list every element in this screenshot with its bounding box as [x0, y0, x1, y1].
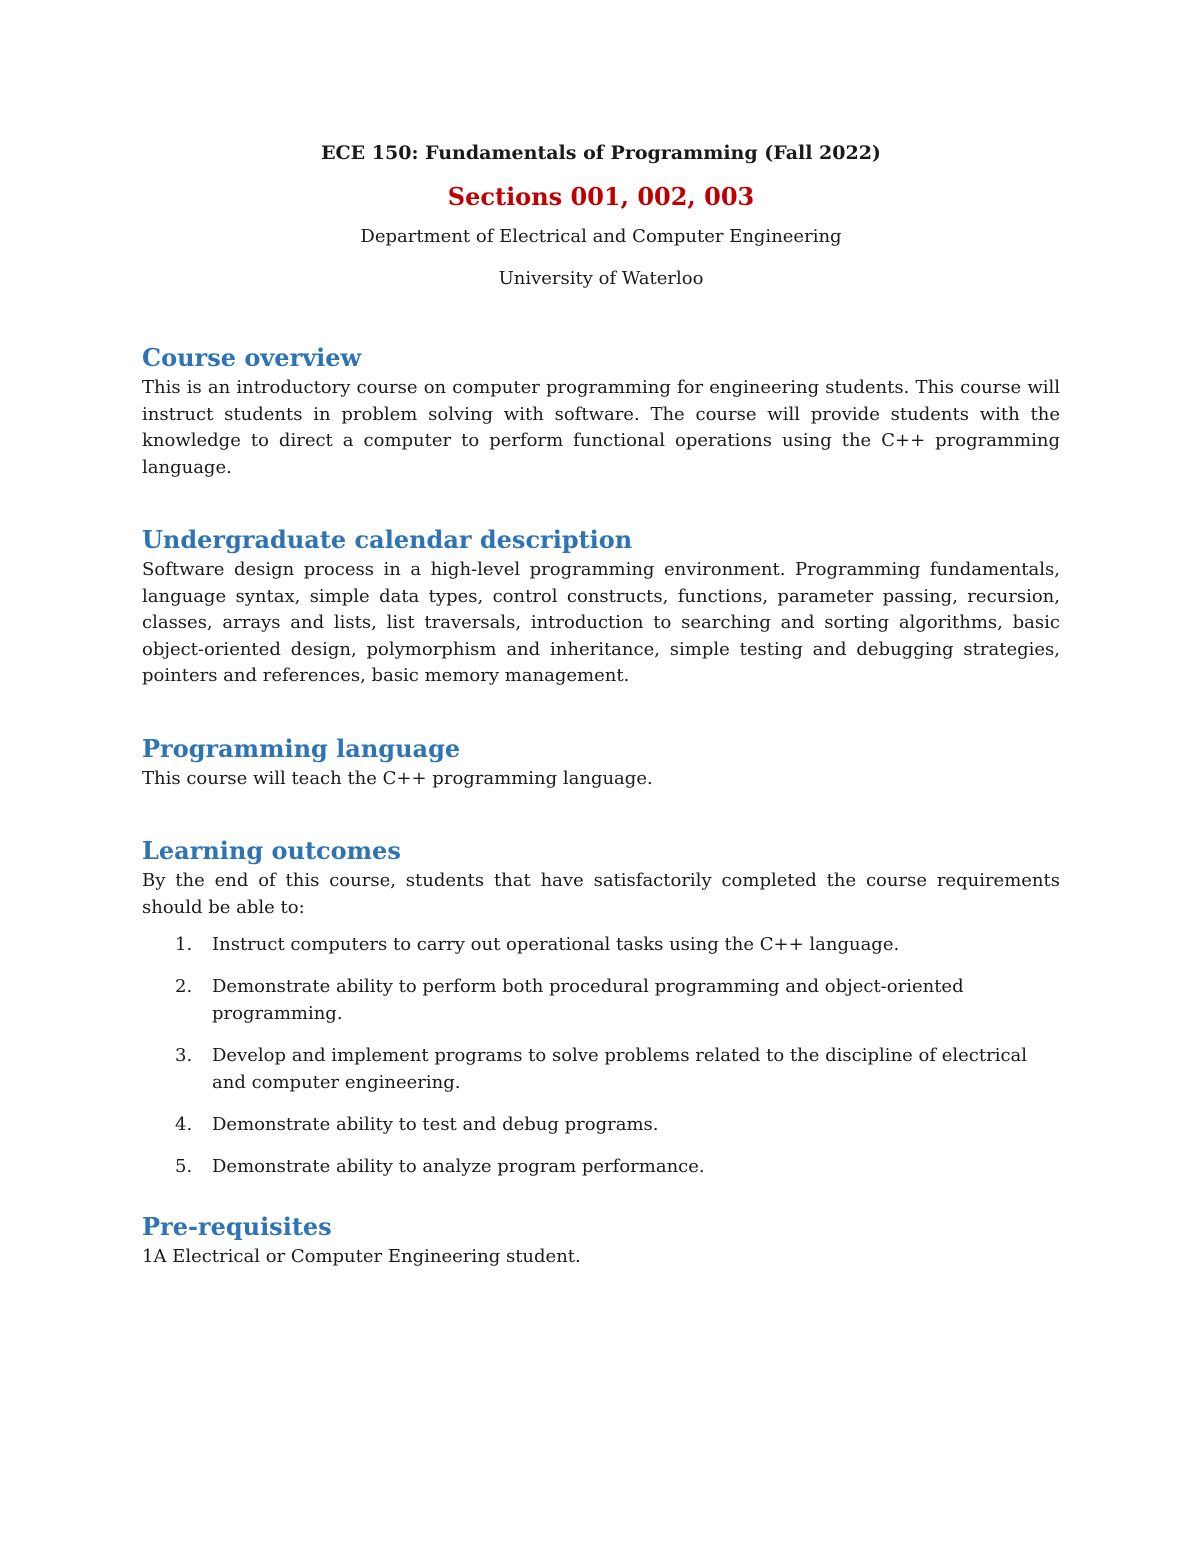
- outcomes-list: [142, 931, 1060, 1180]
- language-heading: Programming language: [142, 733, 461, 763]
- language-text: This course will teach the C++ programming language.: [142, 767, 653, 789]
- department-name: Department of Electrical and Computer Engineering: [360, 226, 842, 247]
- list-item: [142, 973, 1060, 1027]
- prereq-section: [142, 1212, 1060, 1271]
- prereq-text: 1A Electrical or Computer Engineering student.: [142, 1246, 581, 1267]
- list-item-number: 1.: [175, 934, 193, 955]
- outcomes-section: [142, 836, 1060, 1180]
- list-item-number: 4.: [175, 1114, 193, 1135]
- calendar-heading: Undergraduate calendar description: [142, 525, 633, 554]
- calendar-text: Software design process in a high-level programming environment. Programming fundamentals, language syntax, simple data types, control constructs, functions, parameter passing, recursion, classes, arrays and lists, list traversals, introduction to searching and sorting algorithms, basic object-oriented design, polymorphism and inheritance, simple testing and debugging strategies, pointers and references, basic memory management.: [142, 559, 1060, 686]
- list-item: [142, 1153, 1060, 1180]
- list-item-number: 2.: [175, 976, 193, 997]
- course-sections: Sections 001, 002, 003: [447, 182, 755, 211]
- syllabus-page: [142, 140, 1060, 1271]
- list-item: [142, 1111, 1060, 1138]
- calendar-section: [142, 525, 1060, 690]
- list-item-text: Demonstrate ability to perform both procedural programming and object-oriented programming.: [212, 976, 964, 1024]
- list-item-text: Instruct computers to carry out operational tasks using the C++ language.: [212, 934, 900, 955]
- list-item-number: 3.: [175, 1045, 193, 1066]
- prereq-heading: Pre-requisites: [142, 1212, 332, 1241]
- overview-text: This is an introductory course on computer programming for engineering students. This course will instruct students in problem solving with software. The course will provide students with the knowledge to direct a computer to perform functional operations using the C++ programming language.: [142, 377, 1060, 478]
- language-section: [142, 734, 1060, 793]
- outcomes-heading: Learning outcomes: [142, 836, 401, 865]
- course-title: ECE 150: Fundamentals of Programming (Fall 2022): [321, 142, 881, 164]
- list-item: [142, 931, 1060, 958]
- outcomes-intro: By the end of this course, students that have satisfactorily completed the course requirements should be able to:: [142, 870, 1060, 918]
- overview-section: [142, 343, 1060, 481]
- list-item: [142, 1042, 1060, 1096]
- list-item-text: Demonstrate ability to analyze program performance.: [212, 1156, 705, 1177]
- overview-heading: Course overview: [142, 343, 362, 372]
- university-name: University of Waterloo: [498, 268, 704, 289]
- list-item-number: 5.: [175, 1156, 193, 1177]
- list-item-text: Demonstrate ability to test and debug programs.: [212, 1114, 659, 1135]
- list-item-text: Develop and implement programs to solve problems related to the discipline of electrical and computer engineering.: [212, 1045, 1028, 1093]
